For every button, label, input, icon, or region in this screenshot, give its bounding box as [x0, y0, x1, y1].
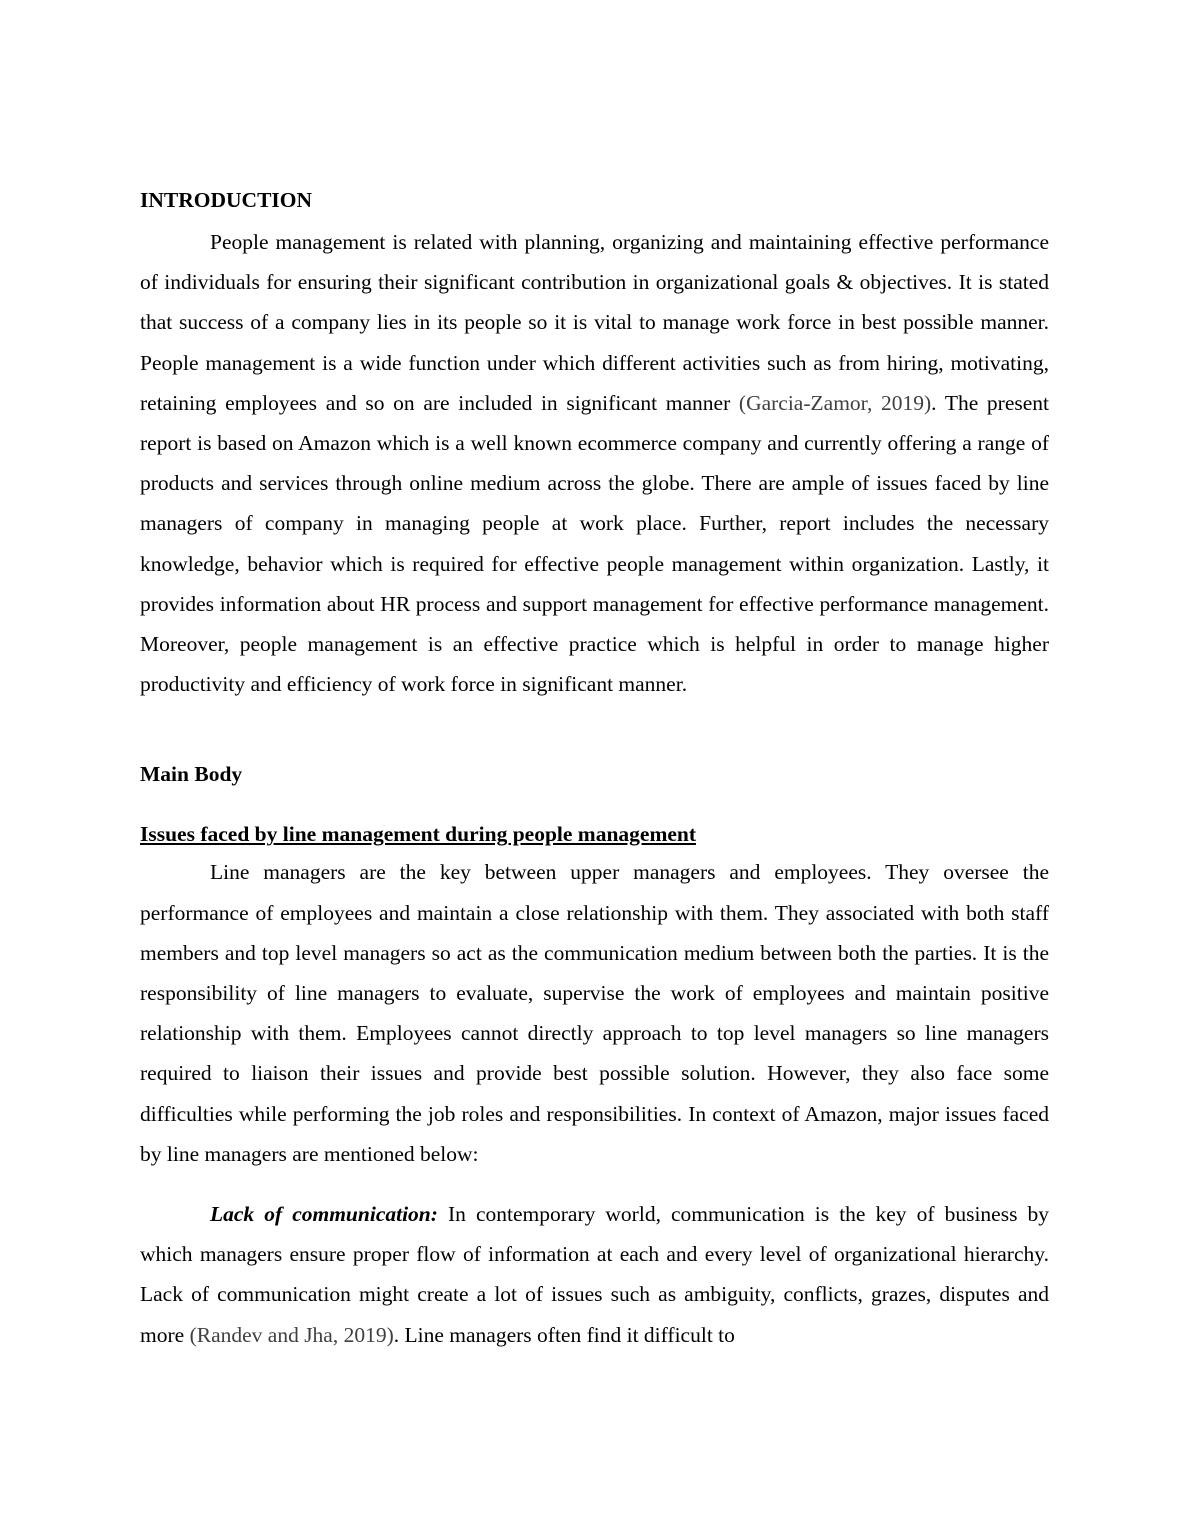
communication-text-a: In contemporary world, communication is the key of business by which managers ensure proper flow of information at each and every level of organizational hierarchy. Lack of communication might create a lot of issues such as ambiguity, conflicts, grazes, disputes and more [140, 1202, 1049, 1347]
lack-of-communication-term: Lack of communication: [210, 1202, 438, 1227]
introduction-heading: INTRODUCTION [140, 188, 313, 212]
citation-garcia-zamor: (Garcia-Zamor, 2019) [738, 390, 932, 415]
issues-subheading: Issues faced by line management during people management [140, 822, 697, 847]
line-managers-paragraph: Line managers are the key between upper managers and employees. They oversee the performance of employees and maintain a close relationship with them. They associated with both staff members and top level managers so act as the communication medium between both the parties. It is the responsibility of line managers to evaluate, supervise the work of employees and maintain positive relationship with them. Employees cannot directly approach to top level managers so line managers required to liaison their issues and provide best possible solution. However, they also face some difficulties while performing the job roles and responsibilities. In context of Amazon, major issues faced by line managers are mentioned below: [140, 860, 1049, 1166]
main-body-heading: Main Body [140, 762, 243, 787]
introduction-paragraph [140, 222, 1049, 704]
introduction-text-b: . The present report is based on Amazon which is a well known ecommerce company and currently offering a range of products and services through online medium across the globe. There are ample of issues faced by line managers of company in managing people at work place. Further, report includes the necessary knowledge, behavior which is required for effective people management within organization. Lastly, it provides information about HR process and support management for effective performance management. Moreover, people management is an effective practice which is helpful in order to manage higher productivity and efficiency of work force in significant manner. [140, 390, 1050, 697]
communication-text-b: . Line managers often find it difficult to [393, 1322, 735, 1347]
lack-of-communication-paragraph [140, 1194, 1049, 1355]
citation-randev-jha: (Randev and Jha, 2019) [189, 1322, 394, 1347]
document-page [140, 184, 1049, 1355]
introduction-text-a: People management is related with planning, organizing and maintaining effective performance of individuals for ensuring their significant contribution in organizational goals & objectives. It is stated that success of a company lies in its people so it is vital to manage work force in best possible manner. People management is a wide function under which different activities such as from hiring, motivating, retaining employees and so on are included in significant manner [140, 230, 1049, 415]
